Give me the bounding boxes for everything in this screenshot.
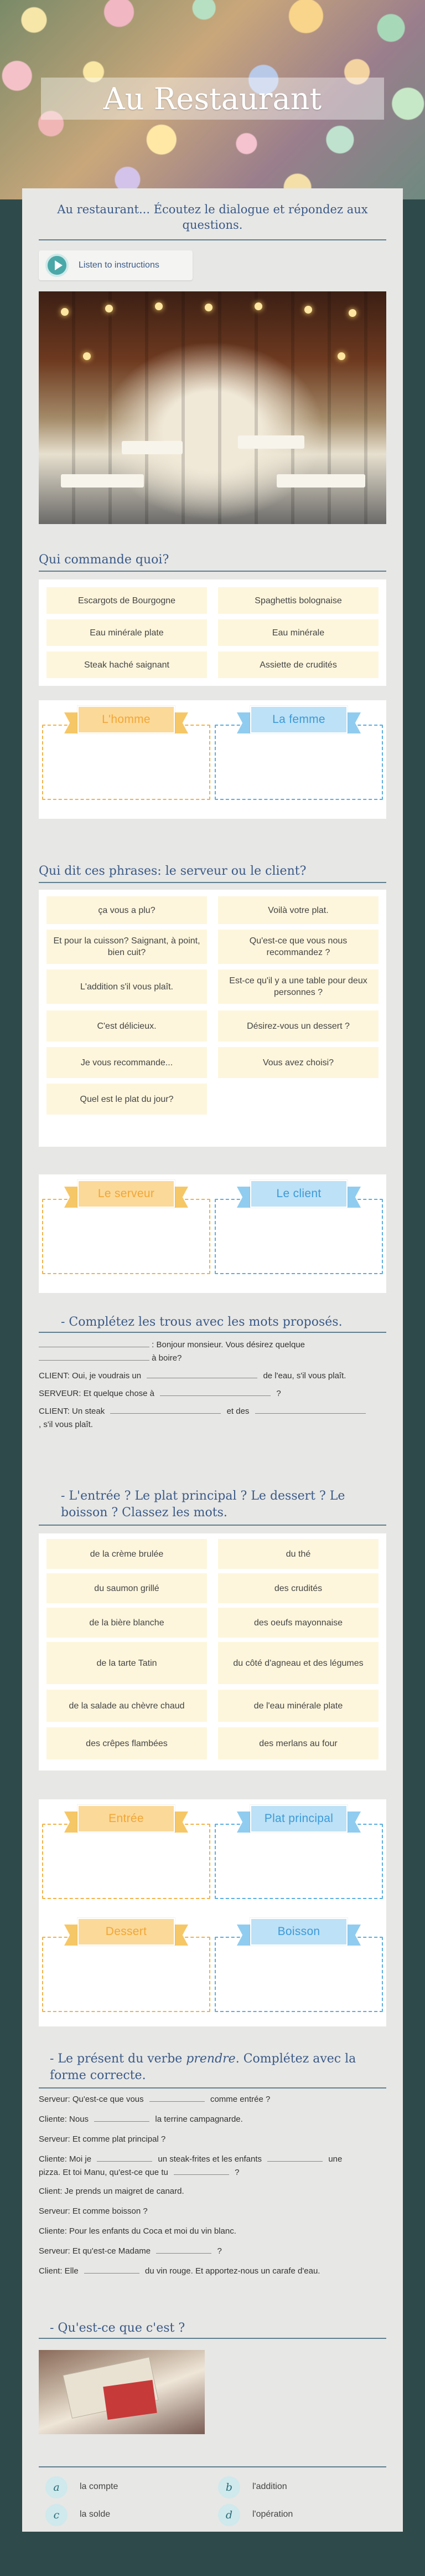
cloze-line: : Bonjour monsieur. Vous désirez quelque bbox=[39, 1340, 386, 1351]
dropzone-serveur[interactable] bbox=[42, 1199, 210, 1274]
draggable-chip[interactable]: Voilà votre plat. bbox=[218, 896, 379, 924]
divider bbox=[39, 2466, 386, 2467]
option-d-label[interactable]: l'opération bbox=[252, 2510, 293, 2519]
cloze-line: Serveur: Et comme boisson ? bbox=[39, 2206, 148, 2216]
title-band bbox=[41, 78, 384, 120]
play-icon bbox=[45, 254, 69, 277]
draggable-chip[interactable]: du saumon grillé bbox=[46, 1573, 207, 1603]
cloze-line: Client: Je prends un maigret de canard. bbox=[39, 2187, 184, 2196]
draggable-chip[interactable]: des merlans au four bbox=[218, 1727, 379, 1759]
draggable-chip[interactable]: Escargots de Bourgogne bbox=[46, 587, 207, 614]
draggable-chip[interactable]: Quel est le plat du jour? bbox=[46, 1084, 207, 1115]
blank-input[interactable] bbox=[147, 1371, 257, 1378]
word-bank-1 bbox=[39, 579, 386, 686]
cloze-line: Serveur: Qu'est-ce que vous comme entrée ? bbox=[39, 2095, 271, 2104]
option-c-label[interactable]: la solde bbox=[80, 2510, 111, 2519]
blank-input[interactable] bbox=[84, 2266, 139, 2274]
blank-input[interactable] bbox=[94, 2114, 149, 2122]
worksheet-card bbox=[22, 188, 403, 2532]
section-title-prendre: - Le présent du verbe prendre. Complétez avec la forme correcte. bbox=[50, 2052, 356, 2082]
cloze-line: pizza. Et toi Manu, qu'est-ce que tu ? bbox=[39, 2168, 240, 2177]
section-title-qui-commande: Qui commande quoi? bbox=[39, 553, 169, 567]
listen-label: Listen to instructions bbox=[79, 260, 159, 270]
section-title-qui-dit: Qui dit ces phrases: le serveur ou le client? bbox=[39, 864, 307, 878]
hero-banner bbox=[0, 0, 425, 199]
draggable-chip[interactable]: des oeufs mayonnaise bbox=[218, 1608, 379, 1638]
ribbon-client: Le client bbox=[237, 1180, 361, 1208]
blank-input[interactable] bbox=[156, 2246, 211, 2254]
drop-panel-2 bbox=[39, 1174, 386, 1293]
cloze-line: Serveur: Et qu'est-ce Madame ? bbox=[39, 2246, 222, 2256]
draggable-chip[interactable]: Qu'est-ce que vous nous recommandez ? bbox=[218, 930, 379, 964]
ribbon-boisson: Boisson bbox=[237, 1918, 361, 1946]
cloze-line: Cliente: Nous la terrine campagnarde. bbox=[39, 2115, 243, 2124]
dropzone-dessert[interactable] bbox=[42, 1937, 210, 2012]
draggable-chip[interactable]: Je vous recommande... bbox=[46, 1047, 207, 1078]
blank-input[interactable] bbox=[267, 2154, 323, 2162]
draggable-chip[interactable]: de la salade au chèvre chaud bbox=[46, 1690, 207, 1722]
blank-input[interactable] bbox=[174, 2167, 229, 2175]
option-c-badge[interactable]: c bbox=[45, 2504, 68, 2526]
draggable-chip[interactable]: Désirez-vous un dessert ? bbox=[218, 1010, 379, 1041]
draggable-chip[interactable]: de la bière blanche bbox=[46, 1608, 207, 1638]
divider bbox=[39, 1525, 386, 1526]
cloze-line: SERVEUR: Et quelque chose à ? bbox=[39, 1389, 281, 1398]
cloze-line: Serveur: Et comme plat principal ? bbox=[39, 2134, 166, 2144]
blank-input[interactable] bbox=[97, 2154, 152, 2162]
draggable-chip[interactable]: Assiette de crudités bbox=[218, 651, 379, 678]
dropzone-femme[interactable] bbox=[215, 725, 383, 800]
blank-input[interactable] bbox=[39, 1340, 149, 1347]
draggable-chip[interactable]: des crudités bbox=[218, 1573, 379, 1603]
section-title-classez: - L'entrée ? Le plat principal ? Le dessert ? Le boisson ? Classez les mots. bbox=[61, 1489, 345, 1520]
ribbon-dessert: Dessert bbox=[64, 1918, 188, 1946]
cloze-line: CLIENT: Un steak et des bbox=[39, 1406, 386, 1417]
cloze-line: à boire? bbox=[39, 1353, 386, 1364]
divider bbox=[39, 2338, 386, 2339]
blank-input[interactable] bbox=[39, 1353, 149, 1361]
blank-input[interactable] bbox=[255, 1406, 366, 1414]
draggable-chip[interactable]: Eau minérale plate bbox=[46, 619, 207, 646]
dropzone-boisson[interactable] bbox=[215, 1937, 383, 2012]
ribbon-serveur: Le serveur bbox=[64, 1180, 188, 1208]
receipt-photo bbox=[39, 2350, 205, 2434]
cloze-line: Cliente: Pour les enfants du Coca et moi du vin blanc. bbox=[39, 2226, 236, 2236]
ribbon-entree: Entrée bbox=[64, 1805, 188, 1833]
cloze-line: Client: Elle du vin rouge. Et apportez-nous un carafe d'eau. bbox=[39, 2266, 320, 2276]
ribbon-homme: L'homme bbox=[64, 706, 188, 733]
blank-input[interactable] bbox=[149, 2094, 205, 2102]
option-a-badge[interactable]: a bbox=[45, 2476, 68, 2498]
draggable-chip[interactable]: du côté d'agneau et des légumes bbox=[218, 1642, 379, 1684]
divider bbox=[39, 1332, 386, 1333]
draggable-chip[interactable]: Steak haché saignant bbox=[46, 651, 207, 678]
page-title: Au Restaurant bbox=[103, 81, 322, 116]
blank-input[interactable] bbox=[160, 1388, 271, 1396]
word-bank-2 bbox=[39, 890, 386, 1147]
ribbon-plat-principal: Plat principal bbox=[237, 1805, 361, 1833]
draggable-chip[interactable]: de l'eau minérale plate bbox=[218, 1690, 379, 1722]
option-d-badge[interactable]: d bbox=[218, 2504, 240, 2526]
option-b-label[interactable]: l'addition bbox=[252, 2482, 287, 2491]
dropzone-client[interactable] bbox=[215, 1199, 383, 1274]
draggable-chip[interactable]: ça vous a plu? bbox=[46, 896, 207, 924]
section-title-completez: - Complétez les trous avec les mots proposés. bbox=[61, 1315, 343, 1329]
divider bbox=[39, 239, 386, 240]
option-a-label[interactable]: la compte bbox=[80, 2482, 118, 2491]
section-title-quest-ce: - Qu'est-ce que c'est ? bbox=[50, 2321, 185, 2335]
cloze-line: Cliente: Moi je un steak-frites et les enfants une bbox=[39, 2154, 343, 2164]
cloze-line: CLIENT: Oui, je voudrais un de l'eau, s'il vous plaît. bbox=[39, 1371, 346, 1381]
drop-panel-1 bbox=[39, 700, 386, 819]
dropzone-entree[interactable] bbox=[42, 1824, 210, 1899]
intro-text: Au restaurant... Écoutez le dialogue et répondez aux questions. bbox=[57, 203, 368, 232]
option-b-badge[interactable]: b bbox=[218, 2476, 240, 2498]
draggable-chip[interactable]: C'est délicieux. bbox=[46, 1010, 207, 1041]
draggable-chip[interactable]: du thé bbox=[218, 1539, 379, 1569]
divider bbox=[39, 882, 386, 883]
word-bank-3 bbox=[39, 1533, 386, 1771]
draggable-chip[interactable]: Spaghettis bolognaise bbox=[218, 587, 379, 614]
draggable-chip[interactable]: Est-ce qu'il y a une table pour deux personnes ? bbox=[218, 969, 379, 1004]
draggable-chip[interactable]: Et pour la cuisson? Saignant, à point, bien cuit? bbox=[46, 930, 207, 964]
cloze-line: , s'il vous plaît. bbox=[39, 1420, 93, 1429]
draggable-chip[interactable]: Vous avez choisi? bbox=[218, 1047, 379, 1078]
drop-panel-3 bbox=[39, 1799, 386, 2026]
draggable-chip[interactable]: de la tarte Tatin bbox=[46, 1642, 207, 1684]
divider bbox=[39, 2087, 386, 2088]
blank-input[interactable] bbox=[110, 1406, 221, 1414]
divider bbox=[39, 571, 386, 572]
draggable-chip[interactable]: de la crème brulée bbox=[46, 1539, 207, 1569]
dropzone-homme[interactable] bbox=[42, 725, 210, 800]
dropzone-plat-principal[interactable] bbox=[215, 1824, 383, 1899]
restaurant-photo bbox=[39, 291, 386, 524]
ribbon-femme: La femme bbox=[237, 706, 361, 733]
draggable-chip[interactable]: des crêpes flambées bbox=[46, 1727, 207, 1759]
draggable-chip[interactable]: Eau minérale bbox=[218, 619, 379, 646]
listen-button[interactable] bbox=[39, 250, 193, 280]
draggable-chip[interactable]: L'addition s'il vous plaît. bbox=[46, 969, 207, 1004]
